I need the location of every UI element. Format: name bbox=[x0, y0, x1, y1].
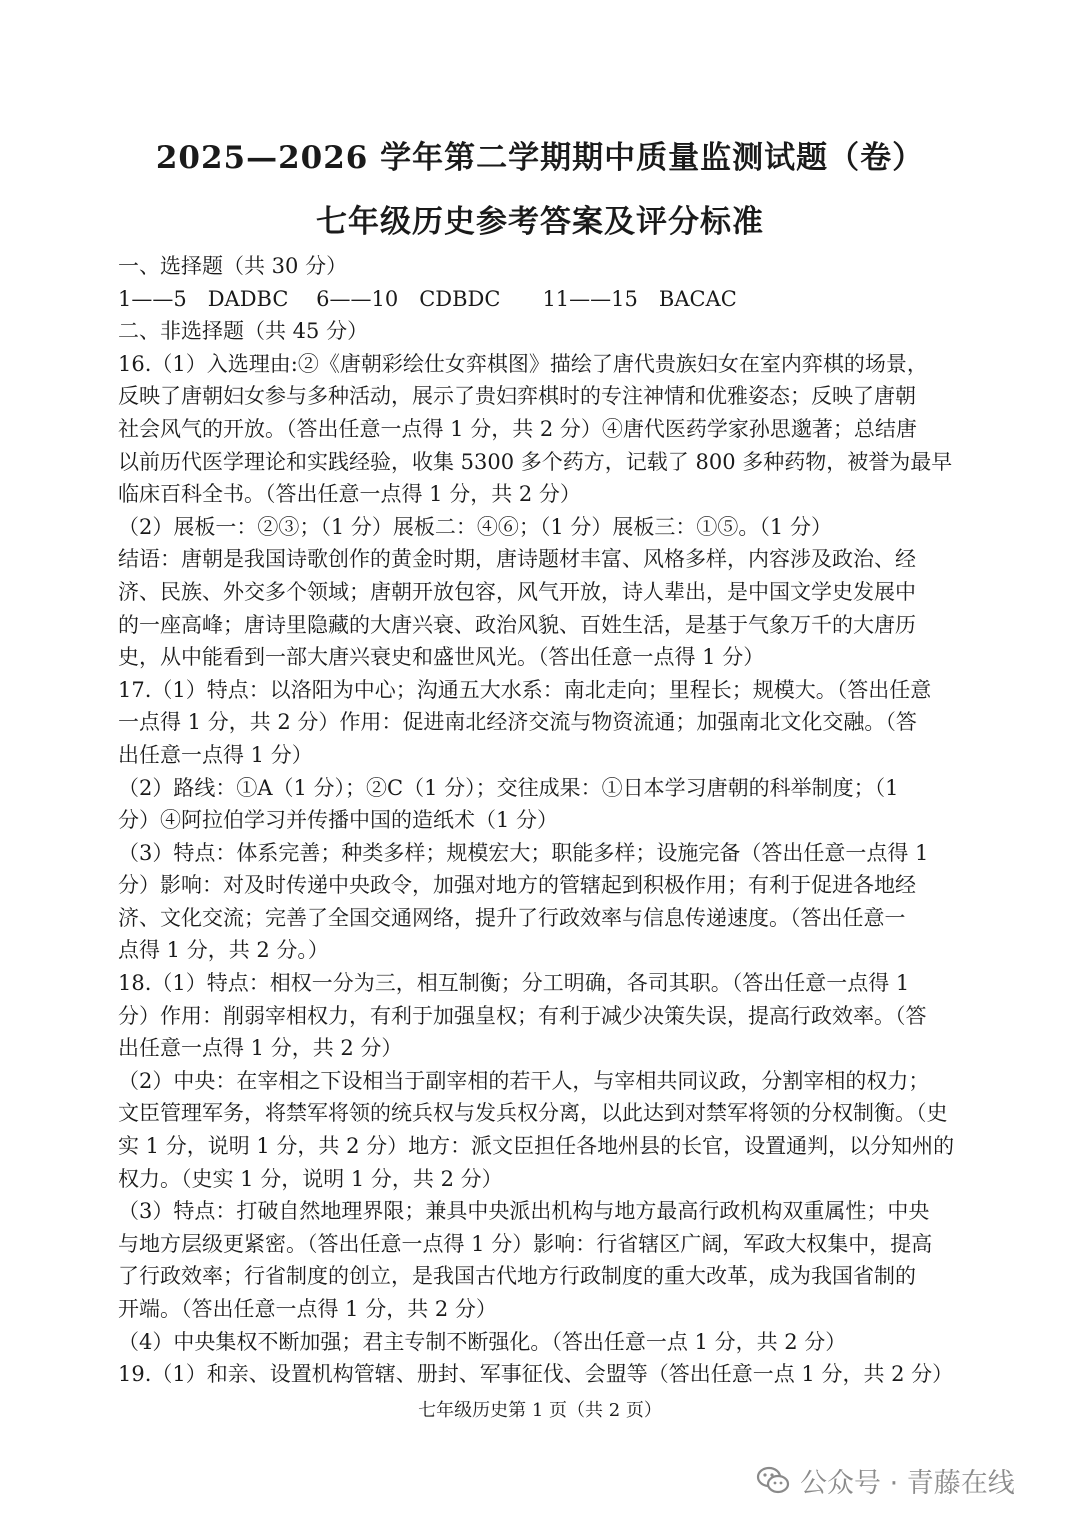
text-line: （2）中央：在宰相之下设相当于副宰相的若干人，与宰相共同议政，分割宰相的权力； bbox=[118, 1068, 930, 1093]
text-line: 权力。（史实 1 分，说明 1 分，共 2 分） bbox=[118, 1166, 503, 1191]
text-line: 以前历代医学理论和实践经验，收集 5300 多个药方，记载了 800 多种药物，被誉为最早 bbox=[118, 449, 953, 474]
text-line: 一、选择题（共 30 分） bbox=[118, 254, 348, 278]
text-line: 临床百科全书。（答出任意一点得 1 分，共 2 分） bbox=[118, 482, 581, 507]
text-line: 分）作用：削弱宰相权力，有利于加强皇权；有利于减少决策失误，提高行政效率。（答 bbox=[118, 1003, 927, 1028]
wechat-icon bbox=[756, 1465, 790, 1495]
text-line: 结语：唐朝是我国诗歌创作的黄金时期，唐诗题材丰富、风格多样，内容涉及政治、经 bbox=[118, 547, 916, 572]
text-line: 17.（1）特点：以洛阳为中心；沟通五大水系：南北走向；里程长；规模大。（答出任意 bbox=[118, 677, 932, 702]
watermark-text: 公众号 · 青藤在线 bbox=[800, 1467, 1015, 1499]
answer-body bbox=[118, 250, 963, 1391]
text-line: 开端。（答出任意一点得 1 分，共 2 分） bbox=[118, 1297, 497, 1321]
text-line: 18.（1）特点：相权一分为三，相互制衡；分工明确，各司其职。（答出任意一点得 1 bbox=[118, 971, 910, 996]
text-line: 19.（1）和亲、设置机构管辖、册封、军事征伐、会盟等（答出任意一点 1 分，共 2 分） bbox=[118, 1362, 954, 1387]
text-line: 了行政效率；行省制度的创立，是我国古代地方行政制度的重大改革，成为我国省制的 bbox=[118, 1264, 916, 1289]
text-line: （3）特点：体系完善；种类多样；规模宏大；职能多样；设施完备（答出任意一点得 1 bbox=[118, 840, 929, 865]
text-line: 社会风气的开放。（答出任意一点得 1 分，共 2 分）④唐代医药学家孙思邈著；总结唐 bbox=[118, 416, 917, 441]
text-line: 反映了唐朝妇女参与多种活动，展示了贵妇弈棋时的专注神情和优雅姿态；反映了唐朝 bbox=[118, 384, 916, 409]
text-line: 的一座高峰；唐诗里隐藏的大唐兴衰、政治风貌、百姓生活，是基于气象万千的大唐历 bbox=[118, 612, 916, 637]
text-line: 二、非选择题（共 45 分） bbox=[118, 319, 369, 344]
text-line: 史，从中能看到一部大唐兴衰史和盛世风光。（答出任意一点得 1 分） bbox=[118, 645, 765, 670]
text-line: 济、民族、外交多个领域；唐朝开放包容，风气开放，诗人辈出，是中国文学史发展中 bbox=[118, 579, 916, 604]
text-line: 分）影响：对及时传递中央政令，加强对地方的管辖起到积极作用；有利于促进各地经 bbox=[118, 873, 916, 898]
text-line: 济、文化交流；完善了全国交通网络，提升了行政效率与信息传递速度。（答出任意一 bbox=[118, 905, 906, 930]
text-line: 实 1 分，说明 1 分，共 2 分）地方：派文臣担任各地州县的长官，设置通判，以分知州的 bbox=[118, 1134, 955, 1159]
text-line: 点得 1 分，共 2 分。） bbox=[118, 938, 329, 963]
text-line: （3）特点：打破自然地理界限；兼具中央派出机构与地方最高行政机构双重属性；中央 bbox=[118, 1199, 930, 1224]
text-line: （2）路线：①A（1 分）；②C（1 分）；交往成果：①日本学习唐朝的科举制度；（1 bbox=[118, 775, 899, 800]
text-line: 一点得 1 分，共 2 分）作用：促进南北经济交流与物资流通；加强南北文化交融。（答 bbox=[118, 710, 917, 735]
text-line: 与地方层级更紧密。（答出任意一点得 1 分）影响：行省辖区广阔，军政大权集中，提高 bbox=[118, 1231, 933, 1256]
text-line: 出任意一点得 1 分，共 2 分） bbox=[118, 1036, 403, 1061]
text-line: （4）中央集权不断加强；君主专制不断强化。（答出任意一点 1 分，共 2 分） bbox=[118, 1329, 847, 1354]
text-line: （2）展板一：②③；（1 分）展板二：④⑥；（1 分）展板三：①⑤。（1 分） bbox=[118, 514, 832, 539]
text-line: 16.（1）入选理由:②《唐朝彩绘仕女弈棋图》描绘了唐代贵族妇女在室内弈棋的场景， bbox=[118, 351, 928, 376]
document-subtitle: 七年级历史参考答案及评分标准 bbox=[316, 204, 764, 240]
page-footer: 七年级历史第 1 页（共 2 页） bbox=[418, 1400, 662, 1421]
text-line: 分）④阿拉伯学习并传播中国的造纸术（1 分） bbox=[118, 808, 559, 833]
text-line: 出任意一点得 1 分） bbox=[118, 742, 313, 767]
watermark bbox=[756, 1460, 1015, 1500]
text-line: 文臣管理军务，将禁军将领的统兵权与发兵权分离，以此达到对禁军将领的分权制衡。（史 bbox=[118, 1101, 948, 1126]
document-title: 2025—2026 学年第二学期期中质量监测试题（卷） bbox=[155, 140, 925, 176]
text-line: 1——5 DADBC 6——10 CDBDC 11——15 BACAC bbox=[118, 286, 737, 311]
